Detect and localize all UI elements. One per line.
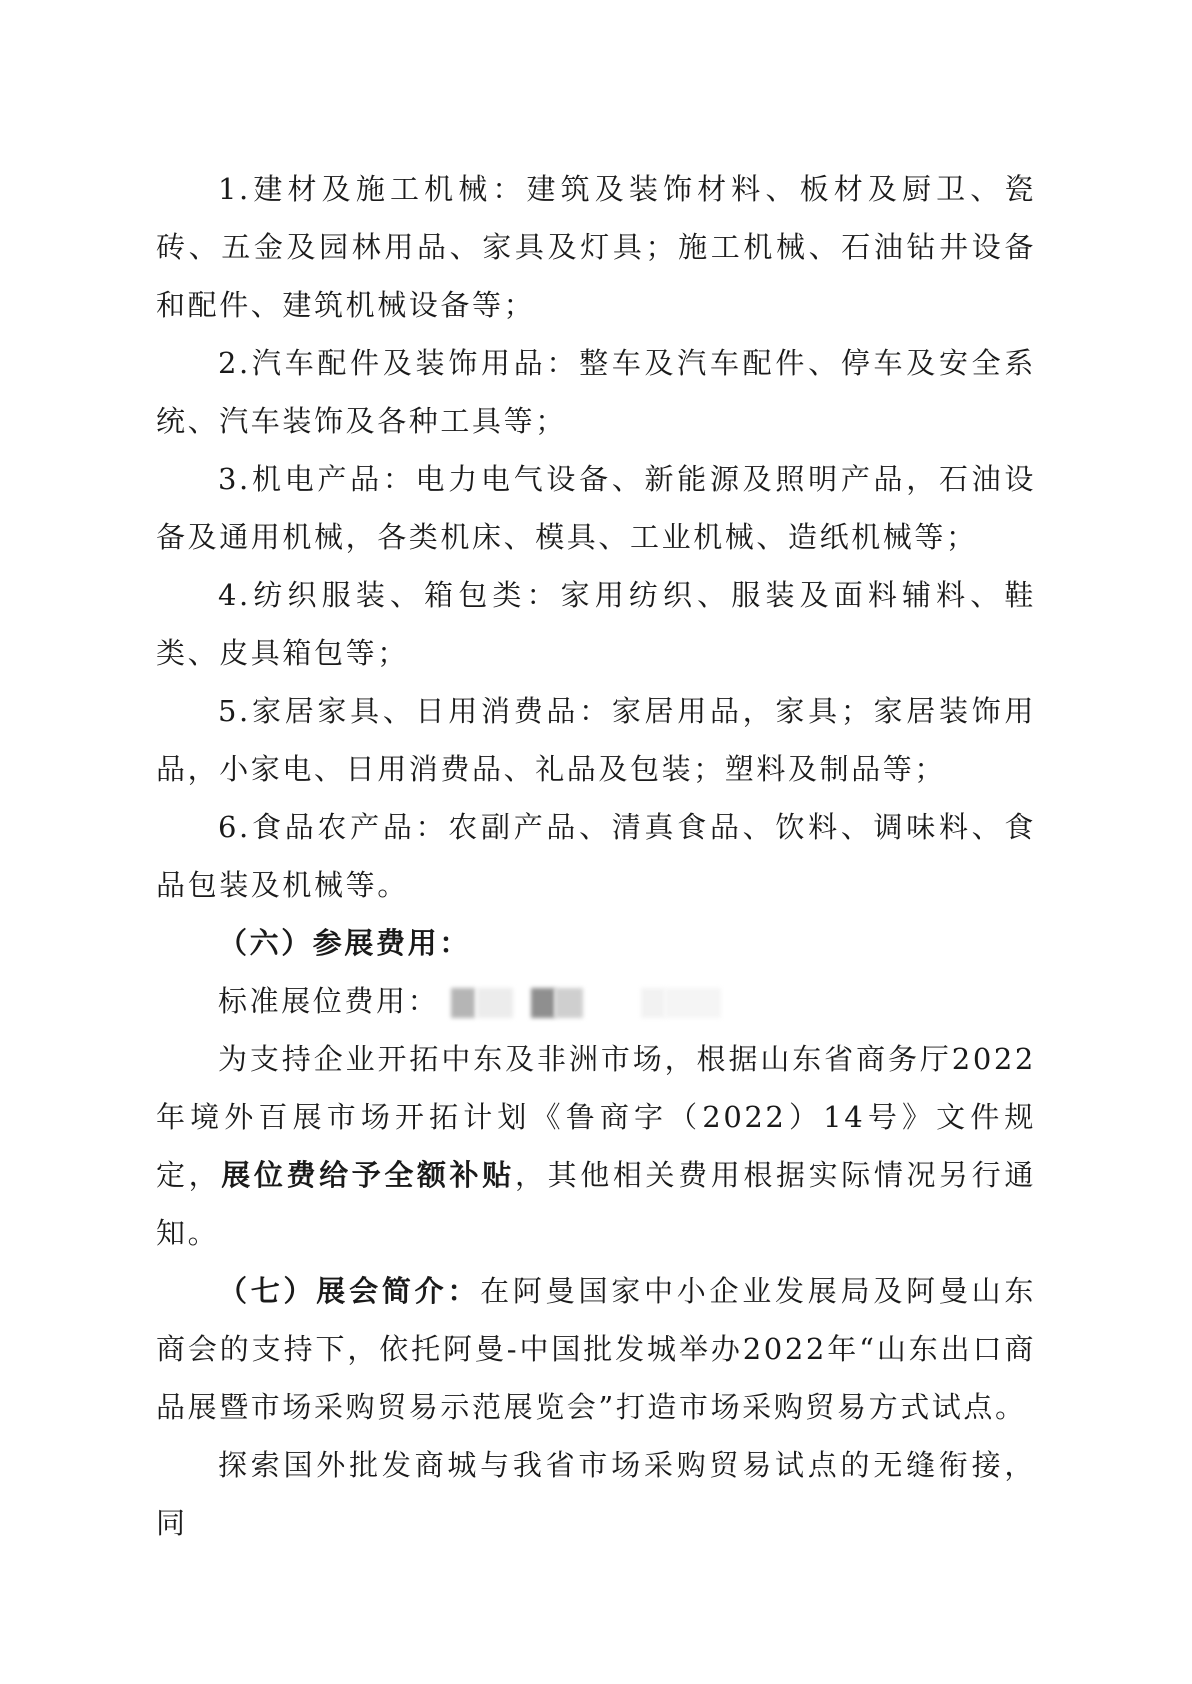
list-item: 2.汽车配件及装饰用品：整车及汽车配件、停车及安全系统、汽车装饰及各种工具等；: [156, 346, 1036, 438]
list-item: 3.机电产品：电力电气设备、新能源及照明产品，石油设备及通用机械，各类机床、模具、工业机械、造纸机械等；: [156, 462, 1036, 554]
document-body: [156, 160, 1036, 1552]
section-heading-fees: （六）参展费用：: [218, 926, 471, 960]
list-item: 1.建材及施工机械：建筑及装饰材料、板材及厨卫、瓷砖、五金及园林用品、家具及灯具；施工机械、石油钻井设备和配件、建筑机械设备等；: [156, 172, 1036, 322]
list-item: 5.家居家具、日用消费品：家居用品，家具；家居装饰用品，小家电、日用消费品、礼品及包装；塑料及制品等；: [156, 694, 1036, 786]
subsidy-rest: ，其他相关费用根据实际情况另行通知。: [156, 1158, 1036, 1250]
subsidy-emphasis: 展位费给予全额补贴: [221, 1158, 515, 1192]
redacted-value: [451, 988, 751, 1018]
standard-fee-line: [156, 972, 1036, 1030]
subsidy-paragraph: [156, 1030, 1036, 1262]
exhibition-intro-paragraph: [156, 1262, 1036, 1436]
standard-fee-label: 标准展位费用：: [218, 984, 440, 1018]
last-paragraph: 探索国外批发商城与我省市场采购贸易试点的无缝衔接，同: [156, 1448, 1036, 1540]
exhibition-intro-text: 在阿曼国家中小企业发展局及阿曼山东商会的支持下，依托阿曼-中国批发城举办2022年“山东出口商品展暨市场采购贸易示范展览会”打造市场采购贸易方式试点。: [156, 1274, 1036, 1424]
list-item: 6.食品农产品：农副产品、清真食品、饮料、调味料、食品包装及机械等。: [156, 810, 1036, 902]
support-text: 为支持企业开拓中东及非洲市场，根据山东省商务厅2022年境外百展市场开拓计划《鲁商字（2022）14号》文件规定，: [156, 1042, 1036, 1192]
list-item: 4.纺织服装、箱包类：家用纺织、服装及面料辅料、鞋类、皮具箱包等；: [156, 578, 1036, 670]
section-heading-intro: （七）展会简介：: [218, 1274, 481, 1308]
